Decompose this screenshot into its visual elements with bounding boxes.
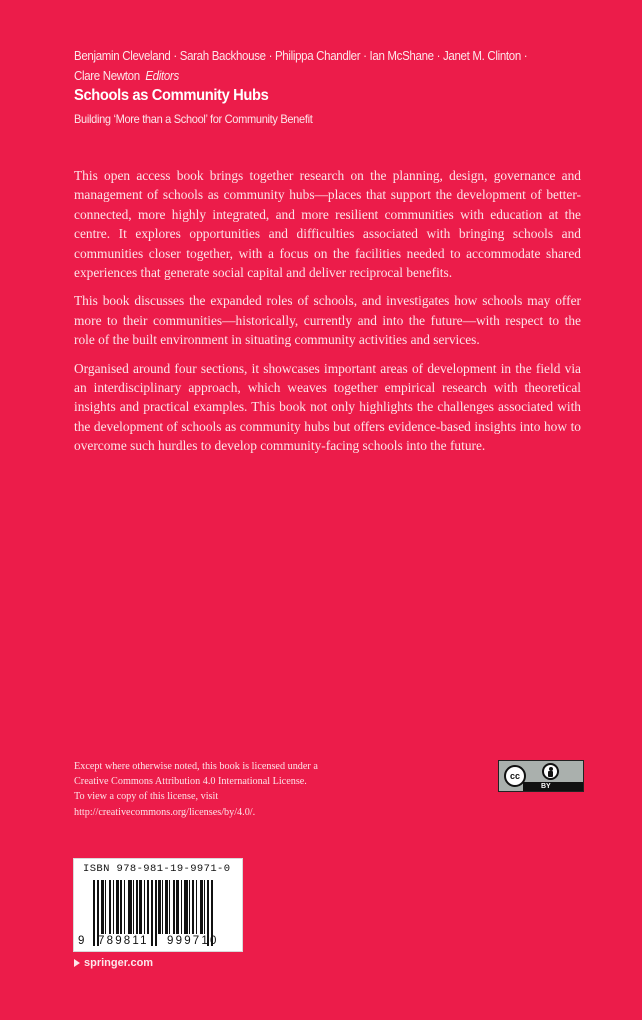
book-title: Schools as Community Hubs (74, 87, 269, 104)
cc-by-badge (498, 760, 584, 792)
license-line: To view a copy of this license, visit (74, 791, 219, 803)
license-notice (74, 759, 374, 820)
springer-link[interactable] (74, 957, 153, 969)
ean-first-digit: 9 (78, 935, 87, 947)
license-line: Except where otherwise noted, this book is licensed under a (74, 761, 318, 772)
cc-icon: cc (504, 765, 526, 787)
ean-left-digits: 789811 (98, 935, 149, 947)
blurb (74, 166, 581, 465)
ean-right-digits: 999710 (167, 935, 219, 947)
badge-band (523, 782, 583, 791)
blurb-paragraph-2: This book discusses the expanded roles of schools, and investigates how schools may offer more to their communities—historically, currently and into the future—with respect to the role of the built environment in situating community activities and services. (74, 293, 581, 348)
blurb-paragraph-1: This open access book brings together research on the planning, design, governance and management of schools as community hubs—places that support the development of better-connected, more highly integrated, and more resilient communities with education at the centre. It explores opportunities and difficulties associated with bringing schools and communities closer together, with a focus on the facilities needed to accommodate shared experiences that generate social capital and deliver reciprocal benefits. (74, 168, 581, 281)
attribution-person-icon (542, 763, 559, 780)
editor-name: Clare Newton (74, 69, 140, 83)
book-subtitle: Building ‘More than a School’ for Community Benefit (74, 112, 313, 126)
license-url[interactable]: http://creativecommons.org/licenses/by/4.0/. (74, 806, 256, 818)
editors-list (74, 46, 594, 86)
editors-role: Editors (145, 69, 179, 83)
isbn-label: ISBN 978-981-19-9971-0 (83, 863, 231, 875)
license-line: Creative Commons Attribution 4.0 International License. (74, 776, 307, 788)
isbn-barcode (73, 858, 243, 952)
blurb-paragraph-3: Organised around four sections, it showcases important areas of development in the field via an interdisciplinary approach, which weaves together empirical research with theoretical insights and practical examples. This book not only highlights the challenges associated with the development of schools as community hubs but offers evidence-based insights into how to overcome such hurdles to develop community-facing schools into the future. (74, 360, 581, 454)
editors-line-1: Benjamin Cleveland · Sarah Backhouse · Philippa Chandler · Ian McShane · Janet M. Clinton · (74, 49, 528, 63)
editors-line-2 (74, 66, 594, 86)
by-label: BY (541, 783, 551, 790)
springer-link-text: springer.com (84, 957, 154, 969)
play-arrow-icon (74, 959, 80, 967)
